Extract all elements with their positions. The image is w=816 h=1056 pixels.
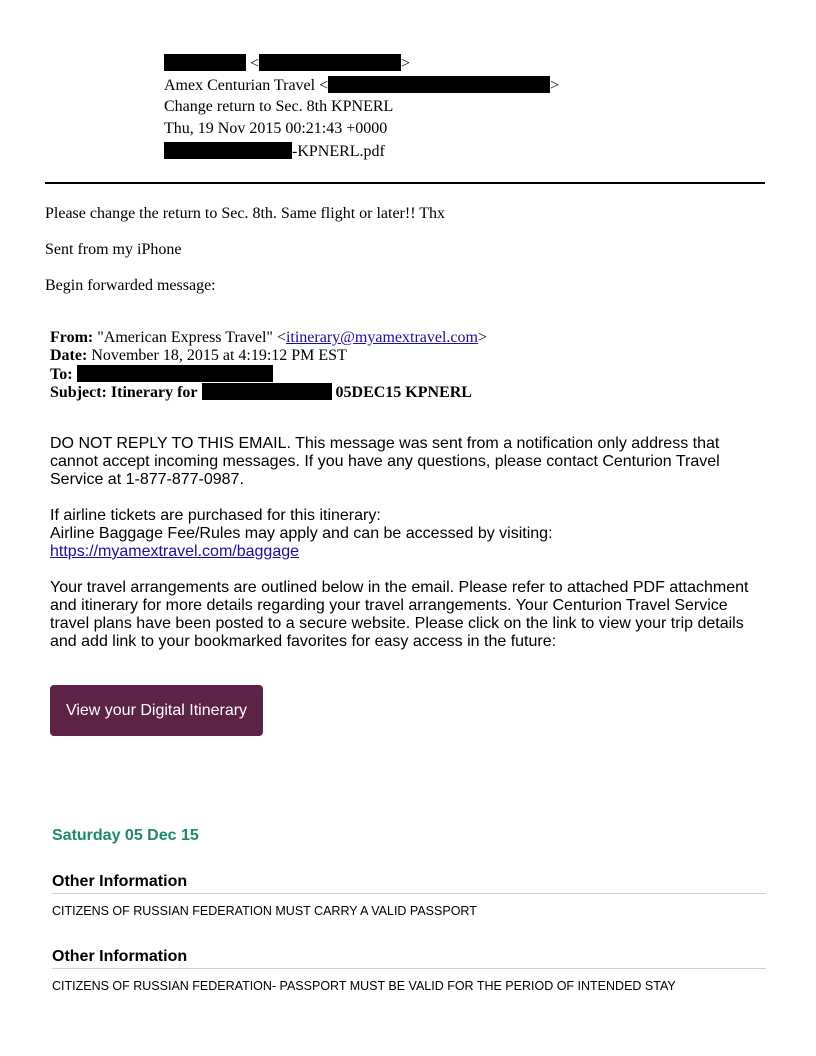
baggage-link[interactable]: https://myamextravel.com/baggage [50,543,300,560]
redacted-block [259,54,401,71]
fwd-date-value: November 18, 2015 at 4:19:12 PM EST [91,347,347,364]
baggage-line: Airline Baggage Fee/Rules may apply and can be accessed by visiting: [50,525,553,542]
section-text: CITIZENS OF RUSSIAN FEDERATION MUST CARRY A VALID PASSPORT [52,904,477,918]
redacted-block [77,365,273,382]
to-recipient: Amex Centurian Travel < [164,77,329,94]
section-text: CITIZENS OF RUSSIAN FEDERATION- PASSPORT MUST BE VALID FOR THE PERIOD OF INTENDED STAY [52,979,676,993]
baggage-line: If airline tickets are purchased for this itinerary: [50,507,381,524]
fwd-from-name: "American Express Travel" < [97,329,286,346]
notice-line: DO NOT REPLY TO THIS EMAIL. This message was sent from a notification only address that [50,435,720,452]
forwarded-header [50,329,487,401]
from-value: < > [164,54,410,73]
redacted-block [164,54,246,71]
attachment-filename[interactable]: -KPNERL.pdf [292,143,385,160]
arrangements-line: and itinerary for more details regarding your travel arrangements. Your Centurion Travel Service [50,597,728,614]
arrangements-line: travel plans have been posted to a secure website. Please click on the link to view your trip details [50,615,744,632]
section-divider [52,893,766,894]
fwd-date-label: Date: [50,347,88,364]
fwd-subject-label: Subject: Itinerary for [50,384,198,401]
message-line: Please change the return to Sec. 8th. Same flight or later!! Thx [45,205,446,222]
fwd-date-row [50,347,487,365]
forward-intro: Begin forwarded message: [45,277,216,294]
fwd-from-row: From: "American Express Travel" <itinerary@myamextravel.com> [50,329,487,346]
fwd-subject-suffix: 05DEC15 KPNERL [335,384,472,401]
arrangements-line: Your travel arrangements are outlined below in the email. Please refer to attached PDF attachment [50,579,749,596]
attachment-value[interactable] [164,142,385,161]
redacted-block [202,383,332,400]
date-value: Thu, 19 Nov 2015 00:21:43 +0000 [164,120,388,137]
fwd-to-label: To: [50,366,73,383]
notice-paragraph [50,435,770,489]
section-divider [52,968,766,969]
itinerary-day-heading: Saturday 05 Dec 15 [52,827,199,844]
section-title: Other Information [52,948,188,965]
fwd-to-row [50,365,487,383]
fwd-from-label: From: [50,329,94,346]
arrangements-paragraph [50,579,770,651]
baggage-paragraph [50,507,770,561]
header-divider [45,182,765,184]
arrangements-line: and add link to your bookmarked favorites for easy access in the future: [50,633,557,650]
notice-line: cannot accept incoming messages. If you have any questions, please contact Centurion Travel [50,453,720,470]
fwd-subject-row [50,383,487,401]
notice-line: Service at 1-877-877-0987. [50,471,244,488]
section-title: Other Information [52,873,188,890]
redacted-block [164,142,292,159]
subject-value: Change return to Sec. 8th KPNERL [164,98,394,115]
view-digital-itinerary-button[interactable]: View your Digital Itinerary [50,685,263,736]
redacted-block [328,76,550,93]
to-value: Amex Centurian Travel < > [164,77,560,94]
fwd-from-email-link[interactable]: itinerary@myamextravel.com [285,329,478,346]
signature-line: Sent from my iPhone [45,241,182,258]
